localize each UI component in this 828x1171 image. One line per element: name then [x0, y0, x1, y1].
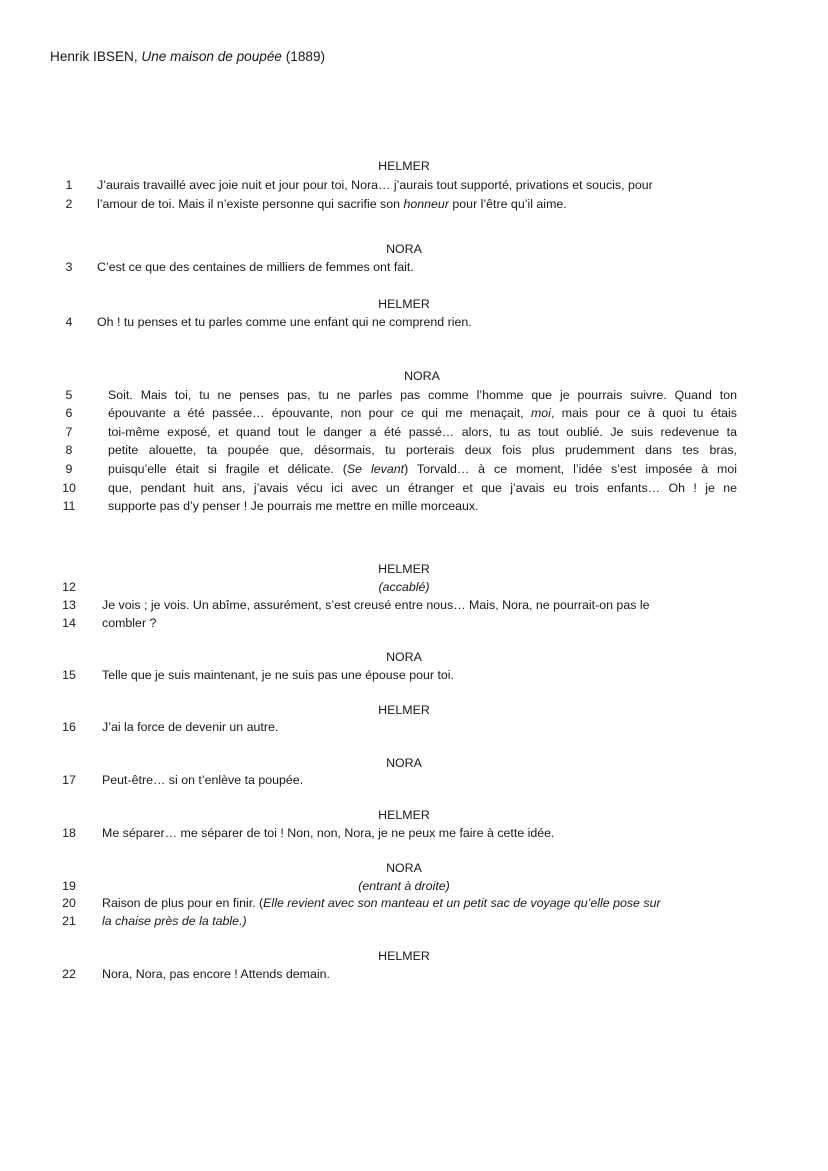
speaker-line [0, 702, 828, 719]
dialogue-text: Je vois ; je vois. Un abîme, assurément, s’est creusé entre nous… Mais, Nora, ne pourrait-on pas le [102, 598, 650, 612]
line-number: 17 [62, 773, 76, 787]
dialogue-text: Peut-être… si on t’enlève ta poupée. [102, 773, 304, 787]
line-number: 16 [62, 720, 76, 734]
speaker-line [0, 755, 828, 772]
stage-direction: (entrant à droite) [358, 879, 450, 893]
text-line [0, 387, 828, 404]
dialogue-text: J’ai la force de devenir un autre. [102, 720, 279, 734]
speaker-line [0, 368, 828, 385]
line-number: 22 [62, 967, 76, 981]
dialogue-text: toi-même exposé, et quand tout le danger a été passé… alors, tu as tout oublié. Je suis redevenue ta [108, 425, 737, 439]
dialogue-text: l’amour de toi. Mais il n’existe personne qui sacrifie son honneur pour l’être qu’il aime. [97, 197, 567, 211]
speaker-name: HELMER [378, 297, 430, 311]
speaker-line [0, 561, 828, 578]
text-line [0, 314, 828, 331]
line-number: 19 [62, 879, 76, 893]
stage-direction: (accablé) [378, 580, 430, 594]
dialogue-text: puisqu’elle était si fragile et délicate. (Se levant) Torvald… à ce moment, l’idée s’est imposée à moi [108, 462, 737, 476]
line-number: 13 [62, 598, 76, 612]
text-line [0, 667, 828, 684]
speaker-line [0, 158, 828, 175]
line-number: 9 [65, 462, 73, 476]
speaker-name: NORA [386, 650, 422, 664]
speaker-name: NORA [404, 369, 440, 383]
text-line [0, 424, 828, 441]
line-number: 5 [65, 388, 73, 402]
speaker-line [0, 649, 828, 666]
speaker-line [0, 807, 828, 824]
speaker-name: HELMER [378, 808, 430, 822]
dialogue-text: supporte pas d’y penser ! Je pourrais me mettre en mille morceaux. [108, 499, 479, 513]
dialogue-text: petite alouette, ta poupée que, désormais, tu porterais deux fois plus prudemment dans tes bras, [108, 443, 737, 457]
line-number: 20 [62, 896, 76, 910]
text-line [0, 177, 828, 194]
line-number: 8 [65, 443, 73, 457]
speaker-line [0, 860, 828, 877]
dialogue-text: épouvante a été passée… épouvante, non pour ce qui me menaçait, moi, mais pour ce à quoi tu étais [108, 406, 737, 420]
line-number: 21 [62, 914, 76, 928]
speaker-name: HELMER [378, 703, 430, 717]
text-line [0, 895, 828, 912]
line-number: 3 [65, 260, 73, 274]
dialogue-text: que, pendant huit ans, j’avais vécu ici avec un étranger et que j’avais eu trois enfants… Oh ! je ne [108, 481, 737, 495]
line-number: 15 [62, 668, 76, 682]
speaker-name: HELMER [378, 562, 430, 576]
line-number: 14 [62, 616, 76, 630]
text-line [0, 405, 828, 422]
dialogue-text: Telle que je suis maintenant, je ne suis pas une épouse pour toi. [102, 668, 454, 682]
text-line [0, 825, 828, 842]
stage-direction: la chaise près de la table.) [102, 914, 247, 928]
line-number: 7 [65, 425, 73, 439]
line-number: 1 [65, 178, 73, 192]
dialogue-text: C’est ce que des centaines de milliers de femmes ont fait. [97, 260, 414, 274]
header-year: (1889) [281, 49, 326, 64]
dialogue-text: J’aurais travaillé avec joie nuit et jour pour toi, Nora… j’aurais tout supporté, privations et soucis, pour [97, 178, 653, 192]
dialogue-text: Oh ! tu penses et tu parles comme une enfant qui ne comprend rien. [97, 315, 472, 329]
text-line [0, 772, 828, 789]
text-line [0, 442, 828, 459]
speaker-line [0, 241, 828, 258]
line-number: 10 [62, 481, 76, 495]
text-line [0, 719, 828, 736]
text-line [0, 878, 828, 895]
line-number: 12 [62, 580, 76, 594]
speaker-line [0, 948, 828, 965]
text-line [0, 913, 828, 930]
line-number: 2 [65, 197, 73, 211]
dialogue-text: Soit. Mais toi, tu ne penses pas, tu ne parles pas comme l’homme que je pourrais suivre. Quand ton [108, 388, 737, 402]
line-number: 6 [65, 406, 73, 420]
text-line [0, 259, 828, 276]
line-number: 18 [62, 826, 76, 840]
text-line [0, 461, 828, 478]
document-header [50, 49, 325, 64]
speaker-name: HELMER [378, 159, 430, 173]
line-number: 4 [65, 315, 73, 329]
text-line [0, 498, 828, 515]
dialogue-text: combler ? [102, 616, 157, 630]
dialogue-text: Me séparer… me séparer de toi ! Non, non, Nora, je ne peux me faire à cette idée. [102, 826, 555, 840]
text-line [0, 597, 828, 614]
header-author: Henrik IBSEN, [50, 49, 142, 64]
dialogue-text: Nora, Nora, pas encore ! Attends demain. [102, 967, 330, 981]
text-line [0, 480, 828, 497]
line-number: 11 [62, 499, 76, 513]
dialogue-text: Raison de plus pour en finir. (Elle revient avec son manteau et un petit sac de voyage qu’elle pose sur [102, 896, 661, 910]
speaker-name: NORA [386, 756, 422, 770]
speaker-line [0, 296, 828, 313]
text-line [0, 966, 828, 983]
speaker-name: NORA [386, 861, 422, 875]
header-title: Une maison de poupée [141, 49, 282, 64]
speaker-name: NORA [386, 242, 422, 256]
text-line [0, 196, 828, 213]
speaker-name: HELMER [378, 949, 430, 963]
text-line [0, 579, 828, 596]
text-line [0, 615, 828, 632]
